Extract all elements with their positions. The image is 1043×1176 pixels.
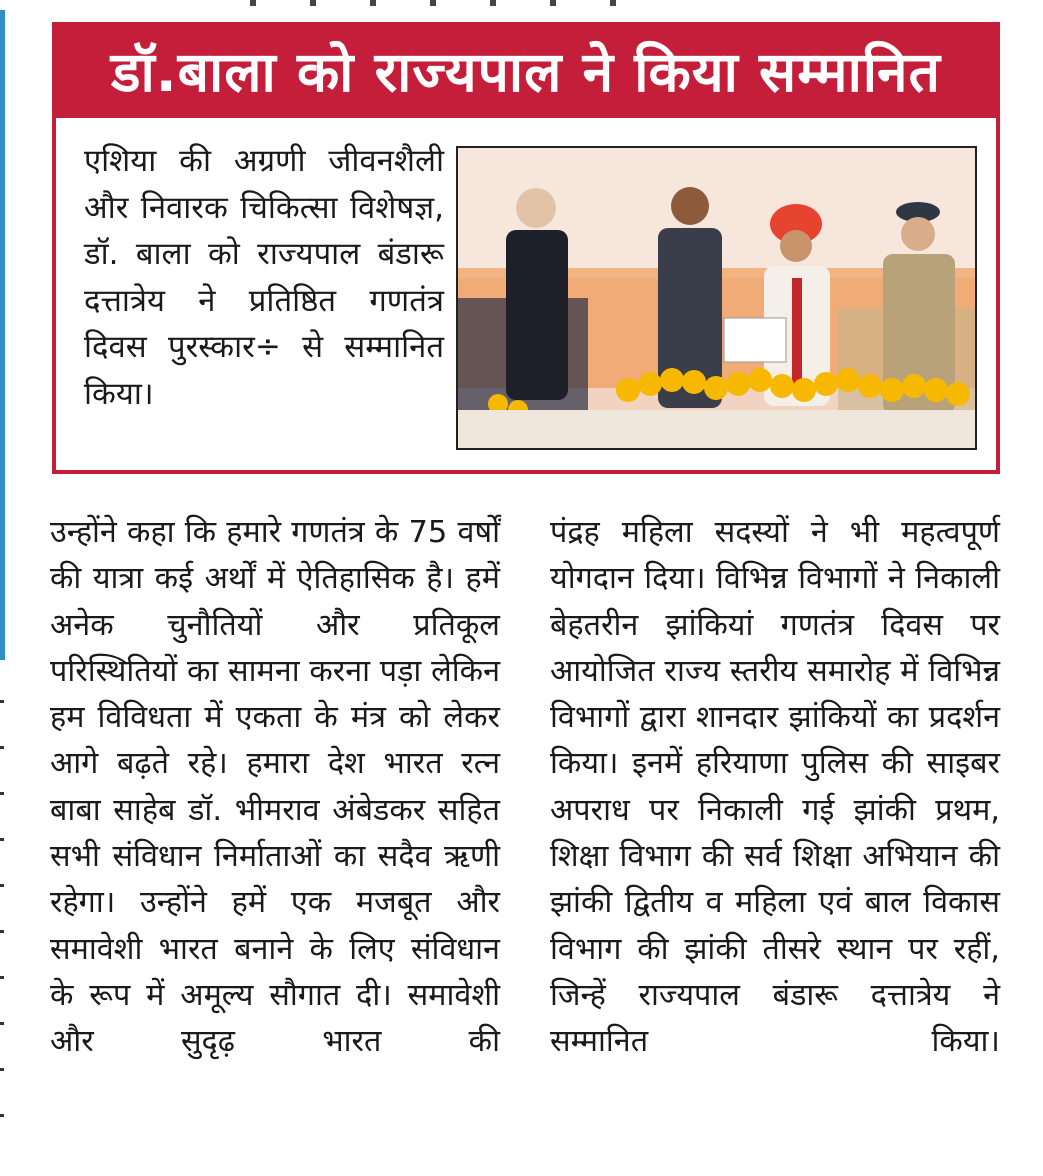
body-column-left: उन्होंने कहा कि हमारे गणतंत्र के 75 वर्षों की यात्रा कई अर्थों में ऐतिहासिक है। हमें अनेक चुनौतियों और प्रतिकूल परिस्थितियों का सामना करना पड़ा लेकिन हम विविधता में एकता के मंत्र को लेकर आगे बढ़ते रहे। हमारा देश भारत रत्न बाबा साहेब डॉ. भीमराव अंबेडकर सहित सभी संविधान निर्माताओं का सदैव ऋणी रहेगा। उन्होंने हमें एक मजबूत और समावेशी भारत बनाने के लिए संविधान के रूप में अमूल्य सौगात दी। समावेशी और सुदृढ़ भारत की [50,515,500,1060]
headline-banner [52,22,1000,118]
lead-paragraph: एशिया की अग्रणी जीवनशैली और निवारक चिकित्सा विशेषज्ञ, डॉ. बाला को राज्यपाल बंडारू दत्तात्रेय ने प्रतिष्ठित गणतंत्र दिवस पुरस्कार÷ से सम्मानित किया। [84,143,444,412]
lead-box [52,118,1000,474]
body-column-right: पंद्रह महिला सदस्यों ने भी महत्वपूर्ण योगदान दिया। विभिन्न विभागों ने निकाली बेहतरीन झांकियां गणतंत्र दिवस पर आयोजित राज्य स्तरीय समारोह में विभिन्न विभागों द्वारा शानदार झांकियों का प्रदर्शन किया। इनमें हरियाणा पुलिस की साइबर अपराध पर निकाली गई झांकी प्रथम, शिक्षा विभाग की सर्व शिक्षा अभियान की झांकी द्वितीय व महिला एवं बाल विकास विभाग की झांकी तीसरे स्थान पर रहीं, जिन्हें राज्यपाल बंडारू दत्तात्रेय ने सम्मानित किया। [550,515,1000,1060]
top-cropped-text [250,0,650,6]
ceremony-photo [456,146,977,450]
left-column-rule [0,10,5,660]
headline: डॉ.बाला को राज्यपाल ने किया सम्मानित [111,39,941,104]
left-dotted-rule [0,700,4,1160]
ceremony-photo-icon [458,148,975,448]
